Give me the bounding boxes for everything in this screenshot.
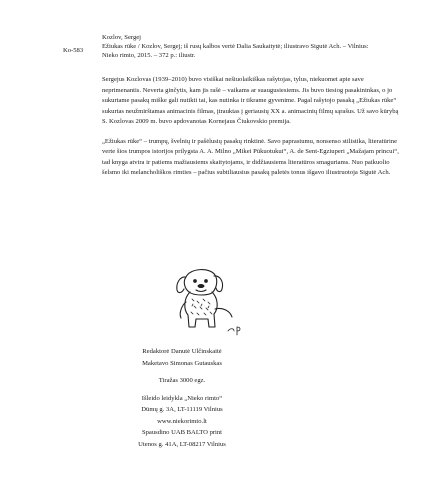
catalog-line-1: Ežiukas rūke / Kozlov, Sergej; iš rusų kalbos vertė Dalia Saukaitytė; iliustravo Sigutė Ach. – Vilnius:	[102, 43, 369, 50]
catalog-code: Ko-583	[63, 47, 84, 54]
publication-credits	[102, 346, 262, 450]
credit-layout: Maketavo Simonas Gutauskas	[142, 359, 222, 367]
credit-printer-address: Utenos g. 41A, LT-08217 Vilnius	[138, 440, 226, 448]
catalog-author: Kozlov, Sergej	[102, 34, 142, 41]
summary-paragraph-1: Sergejus Kozlovas (1939–2010) buvo visiškai nešiuolaikiškas rašytojas, tylus, niekuomet apie save neprimenantis. Neverta ginčytis, kam jis rašė – vaikams ar suaugusiesiems. Jis buvo tiesiog pasakininkas, o jo sukurtame pasakų miške gali nutikti tai, kas nutinka ir tikrame gyvenime. Pagal rašytojo pasaką „Ežiukas rūke“ sukurtas neužmirštamas animacinis filmas, įtrauktas į geriausių XX a. animacinių filmų sąrašus. Už savo kūrybą S. Kozlovas 2009 m. buvo apdovanotas Kornejaus Čiukovskio premija.	[102, 76, 399, 125]
credit-publisher: Išleido leidykla „Nieko rimto“	[141, 394, 223, 402]
catalog-record	[102, 33, 402, 60]
summary-paragraph-2: „Ežiukas rūke“ – trumpų, švelnių ir pašėlusių pasakų rinktinė. Savo paprastumu, nonsenso stilistika, literatūrine verte šios trumpos istorijos prilygsta A. A. Milno „Mikei Pūkuotukui“, A. de Sent-Egziuperi „Mažajam princui“, tad knyga atvira ir patiems mažiausiems skaitytojams, ir didžiausiems literatūros smaguriams. Nuo paikuolio šelsmo iki melancholiškos rimties – pačius subtiliausius pasakų paletės tonus išgavo iliustruotoja Sigutė Ach.	[102, 137, 399, 176]
book-summary	[102, 75, 402, 188]
catalog-line-2: Nieko rimto, 2015. – 372 p.: iliustr.	[102, 52, 196, 59]
credit-editor: Redaktorė Danutė Ulčinskaitė	[142, 348, 222, 355]
credit-print-run: Tiražas 3000 egz.	[158, 377, 206, 384]
credit-website: www.niekorimto.lt	[157, 417, 207, 425]
dog-sketch-icon	[168, 265, 248, 342]
credit-publisher-address: Dūmų g. 3A, LT-11119 Vilnius	[141, 406, 223, 413]
credit-printer: Spausdino UAB BALTO print	[141, 429, 223, 436]
